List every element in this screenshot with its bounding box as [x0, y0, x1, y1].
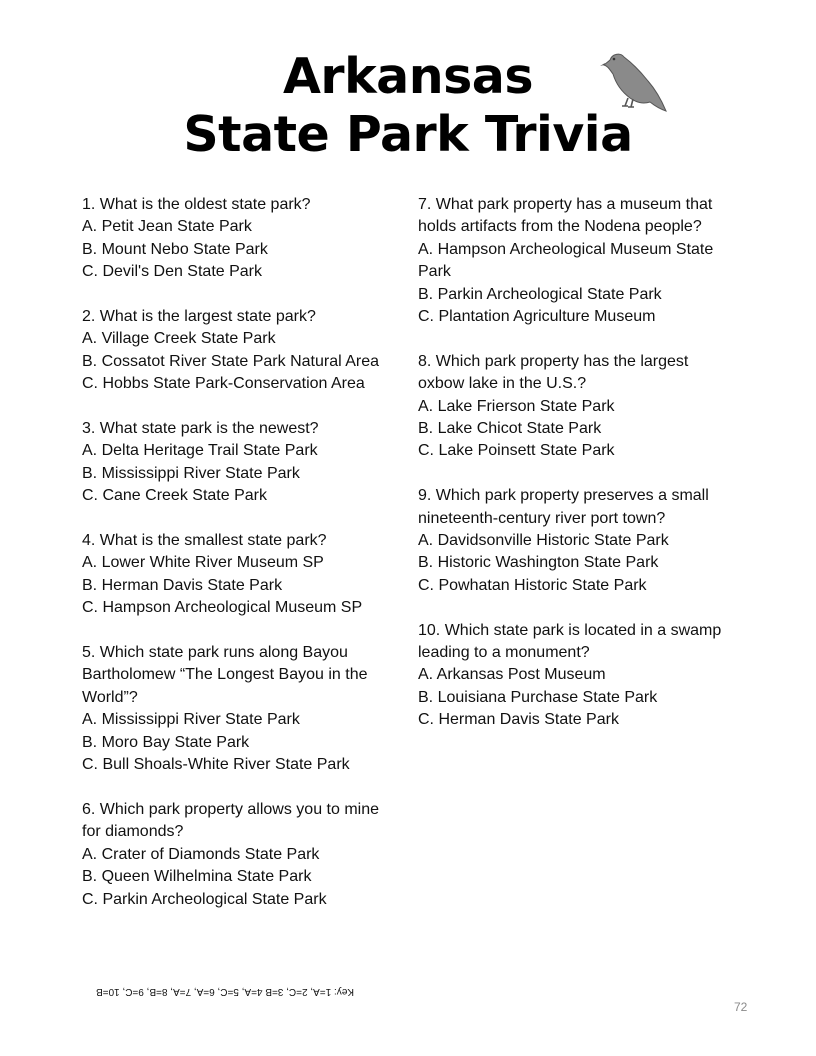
question-5	[82, 642, 402, 776]
answer-c: C. Plantation Agriculture Museum	[418, 308, 656, 326]
answer-a: A. Davidsonville Historic State Park	[418, 532, 669, 550]
answer-c: C. Bull Shoals-White River State Park	[82, 756, 350, 774]
answer-b: B. Moro Bay State Park	[82, 733, 250, 751]
question-text: 3. What state park is the newest?	[82, 420, 319, 438]
answer-a: A. Delta Heritage Trail State Park	[82, 442, 318, 460]
question-text: 9. Which park property preserves a small nineteenth-century river port town?	[418, 487, 709, 527]
answer-c: C. Herman Davis State Park	[418, 711, 619, 729]
answer-b: B. Mount Nebo State Park	[82, 240, 268, 258]
answer-b: B. Mississippi River State Park	[82, 464, 300, 482]
answer-a: A. Arkansas Post Museum	[418, 666, 606, 684]
question-text: 5. Which state park runs along Bayou Bartholomew “The Longest Bayou in the World”?	[82, 644, 368, 706]
question-text: 8. Which park property has the largest oxbow lake in the U.S.?	[418, 352, 689, 393]
question-text: 1. What is the oldest state park?	[82, 196, 311, 213]
question-3	[82, 418, 402, 508]
answer-c: C. Devil's Den State Park	[82, 263, 263, 281]
answer-a: A. Village Creek State Park	[82, 330, 276, 348]
question-text: 7. What park property has a museum that holds artifacts from the Nodena people?	[418, 196, 713, 236]
answer-b: B. Louisiana Purchase State Park	[418, 688, 658, 706]
question-text: 2. What is the largest state park?	[82, 308, 316, 326]
answer-c: C. Hampson Archeological Museum SP	[82, 599, 363, 617]
answer-a: A. Petit Jean State Park	[82, 218, 252, 236]
question-7	[418, 194, 728, 328]
questions-left-column	[82, 194, 402, 933]
bird-icon	[600, 48, 670, 118]
question-10	[418, 620, 728, 732]
answer-a: A. Hampson Archeological Museum State Park	[418, 240, 714, 281]
answer-b: B. Queen Wilhelmina State Park	[82, 868, 312, 886]
answer-key: Key: 1=A, 2=C, 3=B 4=A, 5=C, 6=A, 7=A, 8=B, 9=C, 10=B	[96, 986, 354, 997]
answer-c: C. Cane Creek State Park	[82, 487, 267, 505]
answer-c: C. Parkin Archeological State Park	[82, 890, 327, 908]
question-2	[82, 306, 402, 396]
question-6	[82, 799, 402, 911]
answer-a: A. Lake Frierson State Park	[418, 397, 615, 415]
answer-c: C. Powhatan Historic State Park	[418, 576, 647, 594]
question-text: 6. Which park property allows you to mine for diamonds?	[82, 800, 380, 841]
answer-b: B. Cossatot River State Park Natural Area	[82, 352, 380, 370]
answer-b: B. Lake Chicot State Park	[418, 420, 602, 438]
answer-a: A. Crater of Diamonds State Park	[82, 845, 320, 863]
title-line-2: State Park Trivia	[183, 106, 633, 163]
question-1	[82, 194, 402, 284]
answer-a: A. Mississippi River State Park	[82, 711, 300, 729]
page-title	[0, 48, 816, 164]
questions-right-column	[418, 194, 728, 754]
question-9	[418, 485, 728, 597]
answer-b: B. Herman Davis State Park	[82, 576, 283, 594]
answer-a: A. Lower White River Museum SP	[82, 554, 324, 572]
question-8	[418, 351, 728, 463]
question-text: 10. Which state park is located in a swamp leading to a monument?	[418, 621, 722, 662]
title-line-1: Arkansas	[282, 48, 534, 105]
page-number: 72	[734, 1000, 748, 1014]
answer-b: B. Parkin Archeological State Park	[418, 285, 662, 303]
question-4	[82, 530, 402, 620]
answer-c: C. Hobbs State Park-Conservation Area	[82, 375, 365, 393]
answer-b: B. Historic Washington State Park	[418, 554, 659, 572]
question-text: 4. What is the smallest state park?	[82, 532, 327, 550]
answer-c: C. Lake Poinsett State Park	[418, 442, 615, 460]
